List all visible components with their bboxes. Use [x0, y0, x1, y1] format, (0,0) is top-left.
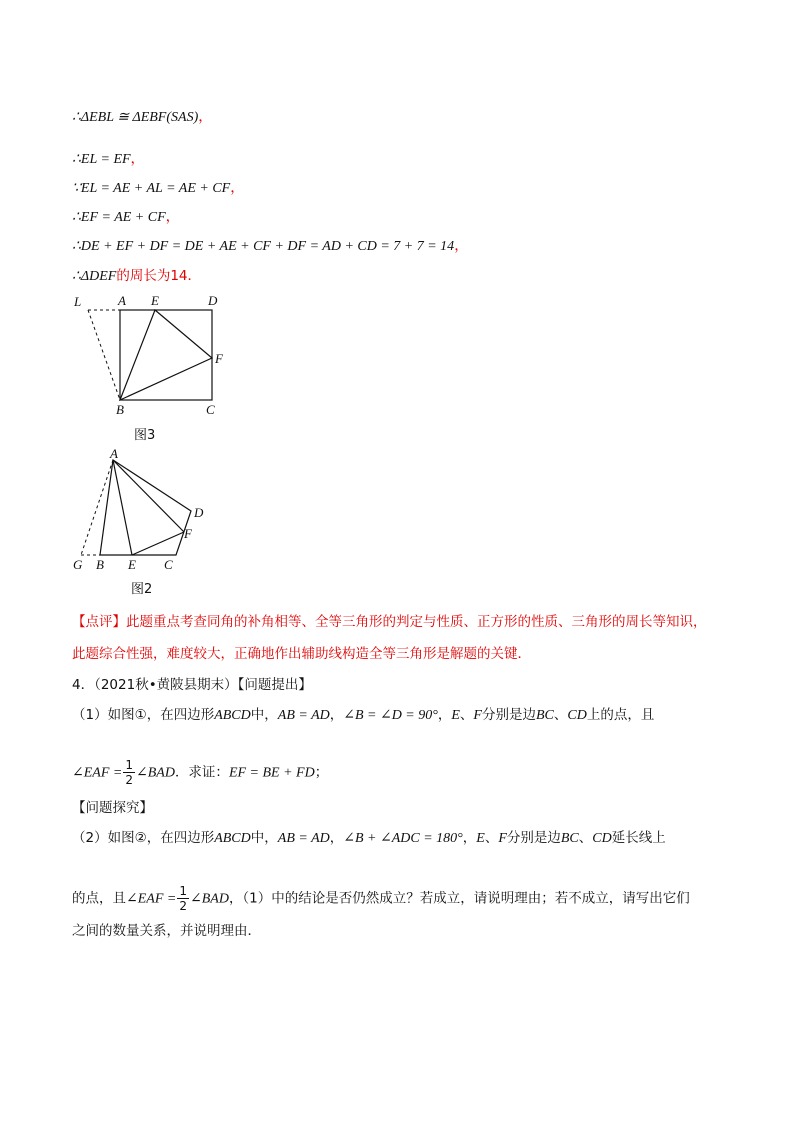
label-d: D [194, 505, 204, 520]
proof-punct-2: ， [130, 151, 145, 167]
p2-text-j: ，（1）中的结论是否仍然成立？若成立，请说明理由；若不成立，请写出它们 [228, 890, 690, 907]
p1-text-d: ， [437, 707, 452, 723]
problem-part-1-line-2 [72, 758, 328, 787]
figure-3 [60, 288, 240, 418]
p2-text-a: （2）如图②，在四边形 [72, 830, 215, 846]
proof-line-2 [72, 150, 145, 169]
p2-math-bc: BC [560, 831, 579, 846]
label-g: G [73, 557, 83, 572]
square-abcd [120, 310, 212, 400]
proof-punct-5: ， [454, 238, 469, 254]
p2-fraction-num: 1 [179, 884, 187, 898]
p1-math-f: F [473, 708, 482, 723]
p1-text-c: ， [329, 707, 344, 723]
p2-math-f: F [498, 831, 507, 846]
triangle-bef [120, 310, 212, 400]
p2-text-g: 、 [578, 830, 593, 846]
proof-math-5: ∴DE + EF + DF = DE + AE + CF + DF = AD + CD = 7 + 7 = 14 [72, 239, 455, 254]
problem-part-2-line-2 [72, 884, 690, 913]
p1-math-eaf: ∠EAF = [72, 765, 123, 781]
label-l: L [74, 294, 82, 309]
label-c: C [164, 557, 173, 572]
label-e: E [151, 293, 159, 308]
label-b: B [96, 557, 104, 572]
label-f: F [215, 351, 223, 366]
proof-math-6: ∴ΔDEF [72, 269, 117, 284]
proof-line-5 [72, 237, 468, 256]
p2-fraction-den: 2 [179, 899, 187, 913]
p2-text-d: ， [462, 830, 477, 846]
p2-text-i: 的点，且 [72, 890, 126, 907]
p1-fraction-num: 1 [125, 758, 133, 772]
proof-line-1 [72, 108, 212, 127]
p1-math-cd: CD [567, 708, 587, 723]
line-af [113, 460, 184, 532]
label-f: F [184, 526, 192, 541]
problem-part-1-line-1 [72, 706, 654, 725]
p1-math-eq4: EF = BE + FD [228, 765, 315, 781]
label-c: C [206, 402, 215, 417]
p2-math-bad: ∠BAD [189, 891, 229, 907]
p1-math-eq2: ∠B = ∠D = 90° [343, 708, 438, 723]
comment-line-2 [72, 645, 531, 663]
proof-math-4: ∴EF = AE + CF [72, 210, 166, 225]
proof-punct-3: ， [230, 180, 245, 196]
p1-text-f: 分别是边 [481, 707, 536, 723]
proof-line-4 [72, 208, 180, 227]
proof-line-6 [72, 267, 201, 286]
proof-line-3 [72, 179, 244, 198]
proof-math-1: ∴ΔEBL ≅ ΔEBF(SAS) [72, 110, 199, 125]
p2-math-abcd: ABCD [214, 831, 251, 846]
p2-fraction [177, 884, 189, 913]
p2-text-f: 分别是边 [506, 830, 561, 846]
p2-text-b: 中， [250, 830, 278, 846]
p2-text-h: 延长线上 [611, 830, 666, 846]
p2-math-e: E [476, 831, 485, 846]
problem-part-2-line-1 [72, 829, 666, 848]
label-a: A [110, 446, 118, 461]
proof-conclusion: 的周长为14． [116, 268, 202, 284]
p2-math-eq2: ∠B + ∠ADC = 180° [343, 831, 463, 846]
p1-text-end: ； [314, 764, 329, 781]
p1-fraction-den: 2 [125, 773, 133, 787]
comment-text-2: 此题综合性强，难度较大，正确地作出辅助线构造全等三角形是解题的关键． [72, 646, 531, 662]
problem-header: 4．（2021秋•黄陂县期末）【问题提出】 [72, 677, 312, 693]
figure-3-caption: 图3 [134, 428, 156, 443]
p2-text-e: 、 [484, 830, 499, 846]
p2-text-c: ， [329, 830, 344, 846]
p1-math-bc: BC [535, 708, 554, 723]
p2-math-eaf: ∠EAF = [126, 891, 177, 907]
p1-math-eq1: AB = AD [277, 708, 330, 723]
problem-part-2-line-3: 之间的数量关系，并说明理由． [72, 923, 261, 939]
figure-2 [66, 445, 226, 575]
comment-tag: 【点评】 [72, 614, 126, 630]
p1-text-g: 、 [553, 707, 568, 723]
label-a: A [118, 293, 126, 308]
proof-punct-4: ， [165, 209, 180, 225]
line-ef [132, 532, 184, 555]
quadrilateral-abcd [100, 460, 191, 555]
label-e: E [128, 557, 136, 572]
p1-fraction [123, 758, 135, 787]
comment-text-1: 此题重点考查同角的补角相等、全等三角形的判定与性质、正方形的性质、三角形的周长等知识， [126, 614, 707, 630]
dashed-line-lb [88, 310, 120, 400]
p1-text-a: （1）如图①，在四边形 [72, 707, 215, 723]
proof-math-2: ∴EL = EF [72, 152, 131, 167]
p1-text-b: 中， [250, 707, 278, 723]
p1-text-h: 上的点，且 [586, 707, 655, 723]
line-ae [113, 460, 132, 555]
p1-text-prove: ．求证： [174, 764, 229, 781]
problem-explore: 【问题探究】 [72, 800, 153, 816]
figure-2-caption: 图2 [131, 582, 153, 597]
label-d: D [208, 293, 218, 308]
proof-math-3: ∵EL = AE + AL = AE + CF [72, 181, 231, 196]
p1-math-abcd: ABCD [214, 708, 251, 723]
p1-math-e: E [451, 708, 460, 723]
p2-math-eq1: AB = AD [277, 831, 330, 846]
comment-line-1 [72, 613, 707, 631]
dashed-line-ag [81, 460, 113, 555]
label-b: B [116, 402, 124, 417]
p1-text-e: 、 [459, 707, 474, 723]
p1-math-bad: ∠BAD [135, 765, 175, 781]
p2-math-cd: CD [592, 831, 612, 846]
proof-punct-1: ， [198, 109, 213, 125]
